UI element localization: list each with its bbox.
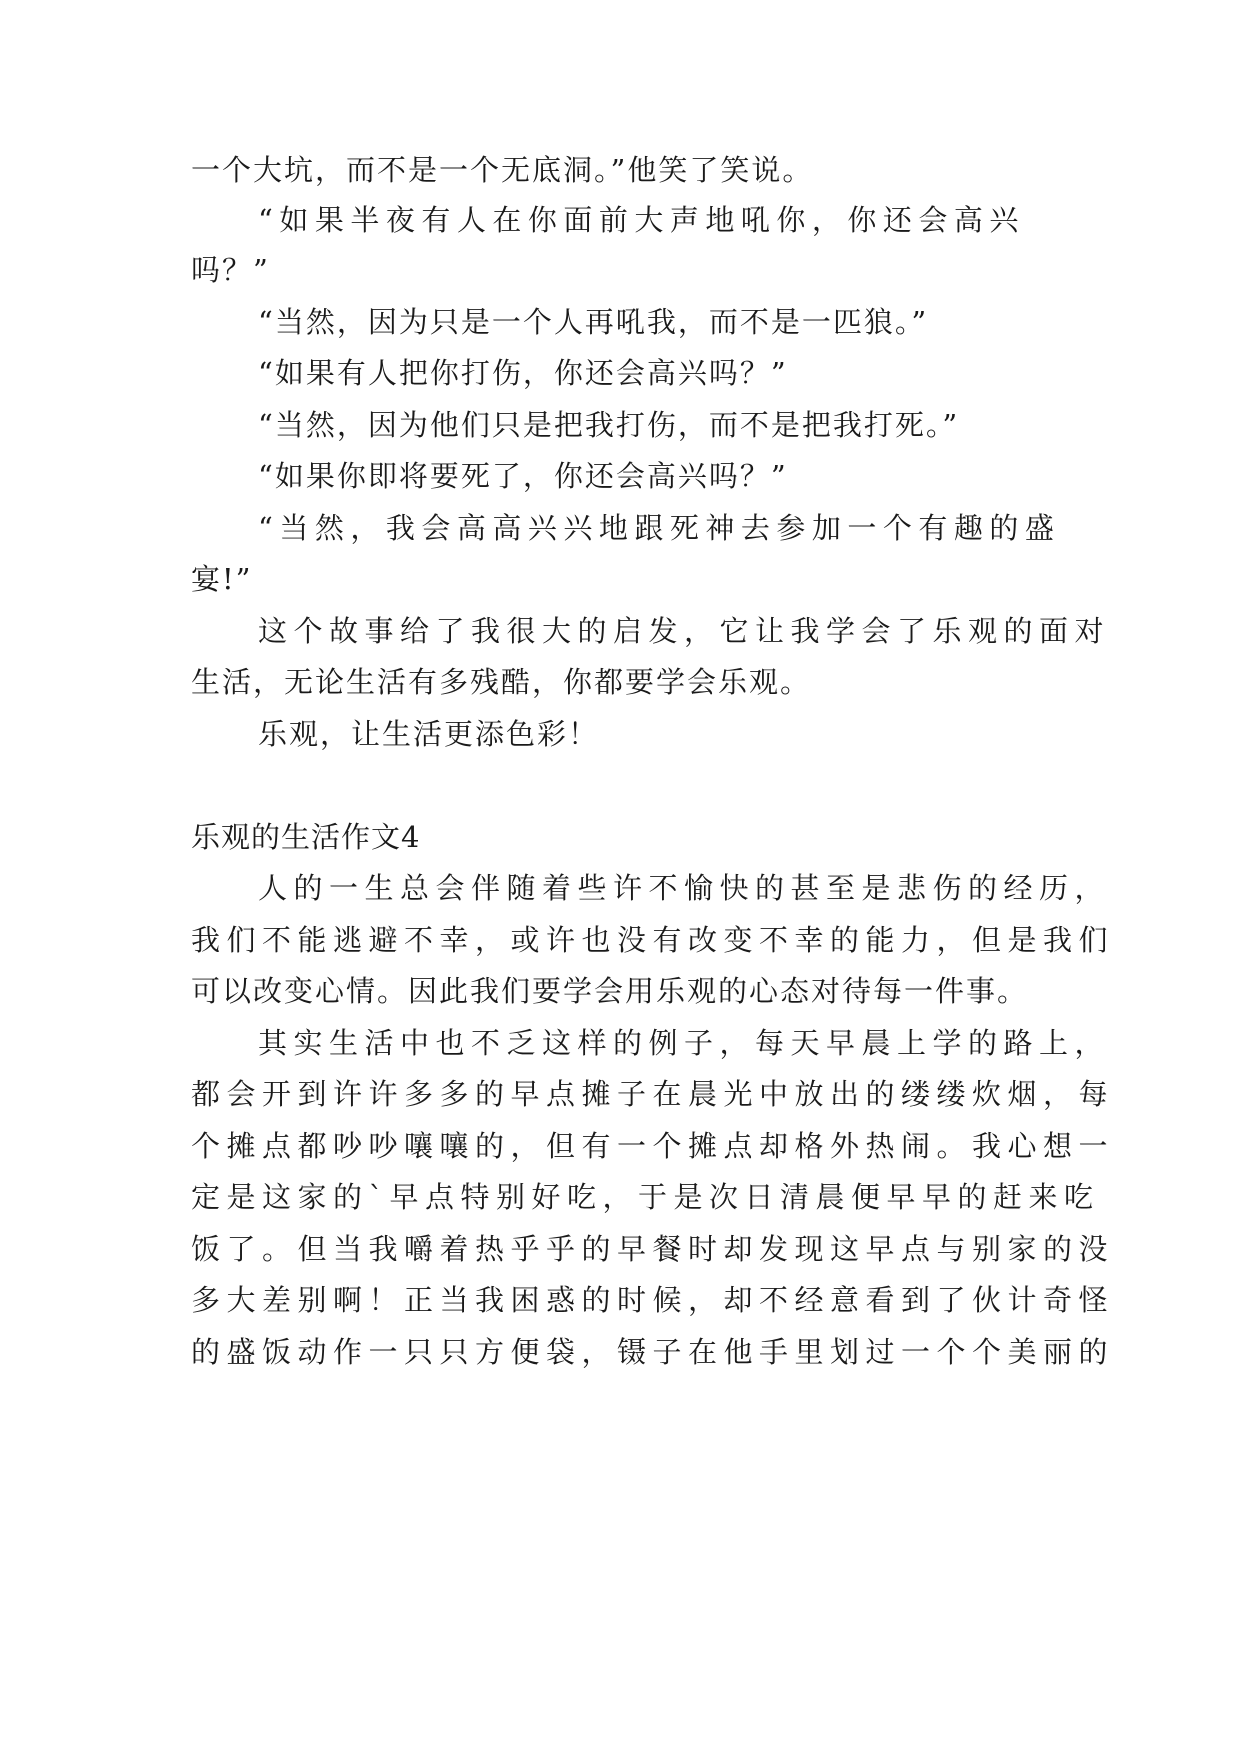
- text-line: “如果有人把你打伤，你还会高兴吗？”: [258, 356, 788, 390]
- text-line: 人的一生总会伴随着些许不愉快的甚至是悲伤的经历，: [258, 871, 1111, 905]
- text-line: 生活，无论生活有多残酷，你都要学会乐观。: [191, 665, 812, 699]
- text-line: 定是这家的`早点特别好吃，于是次日清晨便早早的赶来吃: [191, 1180, 1100, 1214]
- text-line: 一个大坑，而不是一个无底洞。”他笑了笑说。: [191, 153, 814, 187]
- text-line: “当然，因为只是一个人再吼我，而不是一匹狼。”: [258, 305, 929, 339]
- text-line: 多大差别啊！正当我困惑的时候，却不经意看到了伙计奇怪: [191, 1283, 1115, 1317]
- text-line: 的盛饭动作一只只方便袋，镊子在他手里划过一个个美丽的: [191, 1335, 1115, 1369]
- text-line: 乐观，让生活更添色彩！: [258, 717, 600, 751]
- text-line: “当然，因为他们只是把我打伤，而不是把我打死。”: [258, 408, 960, 442]
- text-line: “如果你即将要死了，你还会高兴吗？”: [258, 459, 788, 493]
- text-line: 这个故事给了我很大的启发，它让我学会了乐观的面对: [258, 614, 1111, 648]
- text-line: 我们不能逃避不幸，或许也没有改变不幸的能力，但是我们: [191, 923, 1115, 957]
- section-heading: 乐观的生活作文4: [191, 820, 421, 854]
- text-line: 吗？”: [191, 253, 270, 287]
- text-line: 其实生活中也不乏这样的例子，每天早晨上学的路上，: [258, 1026, 1111, 1060]
- text-line: 饭了。但当我嚼着热乎乎的早餐时却发现这早点与别家的没: [191, 1232, 1115, 1266]
- text-line: 个摊点都吵吵嚷嚷的，但有一个摊点却格外热闹。我心想一: [191, 1129, 1115, 1163]
- text-line: “当然，我会高高兴兴地跟死神去参加一个有趣的盛: [258, 511, 1061, 545]
- text-line: 宴!”: [191, 562, 253, 596]
- text-line: 可以改变心情。因此我们要学会用乐观的心态对待每一件事。: [191, 974, 1029, 1008]
- text-line: “如果半夜有人在你面前大声地吼你，你还会高兴: [258, 203, 1025, 237]
- text-line: 都会开到许许多多的早点摊子在晨光中放出的缕缕炊烟，每: [191, 1077, 1115, 1111]
